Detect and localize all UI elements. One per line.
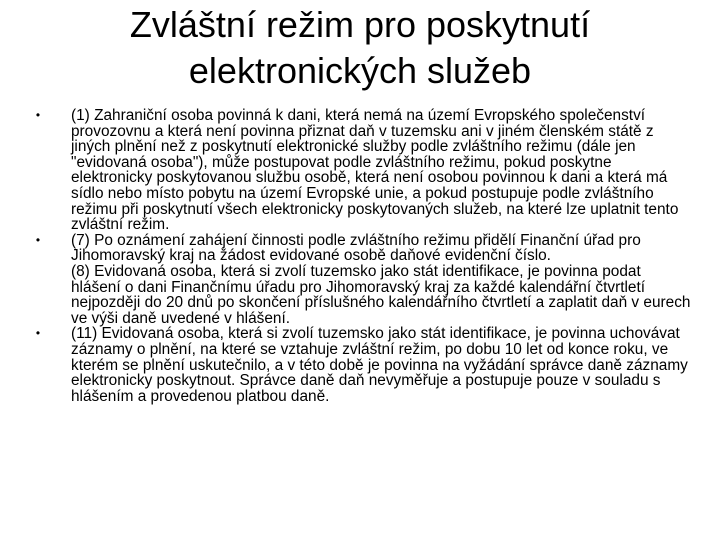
- bullet-icon: •: [35, 326, 41, 341]
- bullet-item-1: [28, 108, 694, 233]
- bullet-icon: •: [35, 232, 41, 247]
- bullet-item-3: [28, 326, 694, 404]
- bullet-list: [28, 108, 694, 404]
- bullet-2-paragraph-2: (8) Evidovaná osoba, která si zvolí tuzemsko jako stát identifikace, je povinna podat hlášení o dani Finančnímu úřadu pro Jihomoravský kraj za každé kalendářní čtvrtletí nejpozději do 20 dnů po skončení příslušného kalendářního čtvrtletí a zaplatit daň v eurech ve výši daně uvedené v hlášení.: [71, 262, 691, 327]
- bullet-1-paragraph-1: (1) Zahraniční osoba povinná k dani, která nemá na území Evropského společenství provozovnu a která není povinna přiznat daň v tuzemsku ani v jiném členském státě z jiných plnění než z poskytnutí elektronické služby podle zvláštního režimu (dále jen "evidovaná osoba"), může postupovat podle zvláštního režimu, pokud poskytne elektronicky poskytovanou službu osobě, která není osobou povinnou k dani a která má sídlo nebo místo pobytu na území Evropské unie, a pokud postupuje podle zvláštního režimu při poskytnutí všech elektronicky poskytovaných služeb, na které lze uplatnit tento zvláštní režim.: [71, 107, 679, 234]
- slide-title: [60, 2, 660, 94]
- slide-title-line-1: Zvláštní režim pro poskytnutí: [129, 4, 591, 45]
- bullet-icon: •: [35, 108, 41, 122]
- bullet-3-paragraph-1: (11) Evidovaná osoba, která si zvolí tuzemsko jako stát identifikace, je povinna uchovávat záznamy o plnění, na které se vztahuje zvláštní režim, po dobu 10 let od konce roku, ve kterém se plnění uskutečnilo, a v této době je povinna na vyžádání správce daně záznamy elektronicky poskytnout. Správce daně daň nevyměřuje a postupuje pouze v souladu s hlášením a provedenou platbou daně.: [71, 325, 688, 405]
- slide-title-line-2: elektronických služeb: [188, 50, 532, 91]
- bullet-2-paragraph-1: (7) Po oznámení zahájení činnosti podle zvláštního režimu přidělí Finanční úřad pro Jihomoravský kraj na žádost evidované osobě daňové evidenční číslo.: [71, 231, 641, 265]
- bullet-item-2: [28, 233, 694, 327]
